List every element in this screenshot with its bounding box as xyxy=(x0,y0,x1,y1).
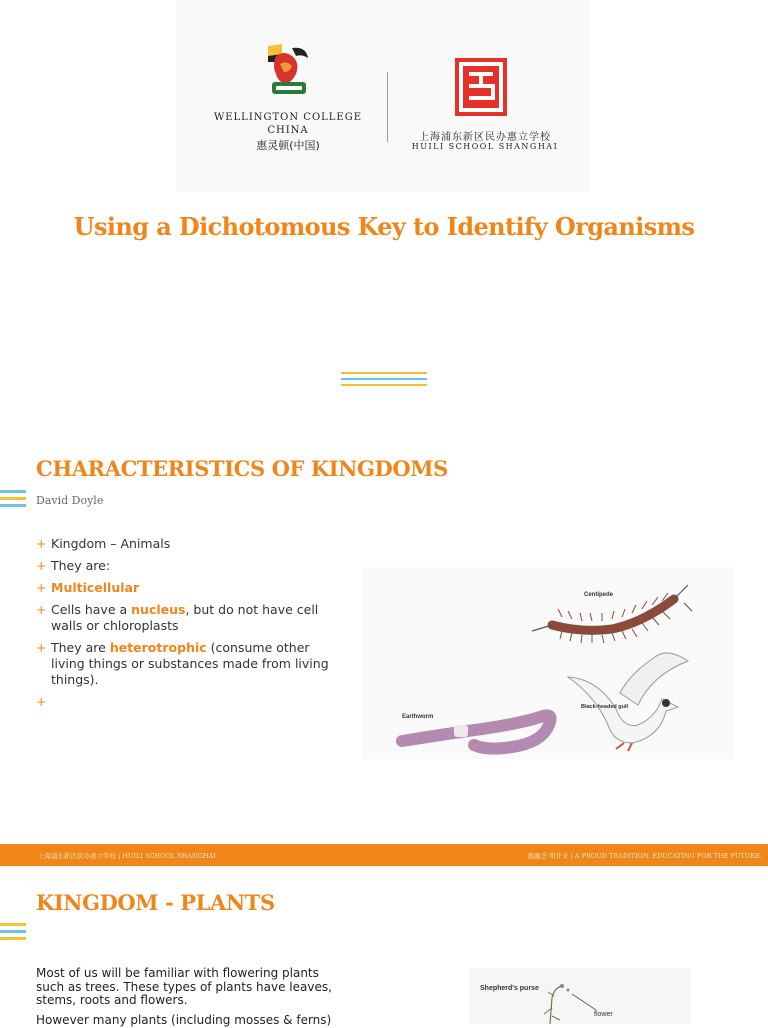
slide-title: CHARACTERISTICS OF KINGDOMS xyxy=(36,456,448,481)
plus-icon: + xyxy=(36,694,47,709)
bullet-text: Kingdom – Animals xyxy=(51,536,171,551)
bullet-item xyxy=(36,640,346,688)
wellington-college-name xyxy=(208,111,368,137)
side-accent-blue xyxy=(0,490,26,493)
side-accent-yellow xyxy=(0,923,26,926)
shepherds-purse-icon xyxy=(470,968,690,1024)
animals-drawing xyxy=(362,567,734,759)
plant-illustration xyxy=(470,968,690,1024)
footer-bar xyxy=(0,844,768,866)
bullet-text: Cells have a xyxy=(51,602,132,617)
slide-title: KINGDOM - PLANTS xyxy=(36,890,275,915)
bullet-text: (consume other living things or substances made from living things). xyxy=(51,640,329,687)
wellington-crest-icon xyxy=(262,42,316,102)
plus-icon: + xyxy=(36,580,47,595)
plus-icon: + xyxy=(36,558,47,573)
label-gull: Black-headed gull xyxy=(581,704,629,710)
side-accent-yellow xyxy=(0,497,26,500)
author-name: David Doyle xyxy=(36,494,104,507)
wellington-name-line1: WELLINGTON COLLEGE xyxy=(213,112,363,123)
animals-illustration xyxy=(362,567,734,759)
bullet-item xyxy=(36,580,346,596)
bullet-item xyxy=(36,536,346,552)
side-accent-blue xyxy=(0,930,26,933)
bullet-text: , but do not have cell walls or chloroplasts xyxy=(51,602,319,633)
decorative-line-blue xyxy=(341,378,427,380)
body-paragraph-2: However many plants (including mosses & ferns) xyxy=(36,1012,332,1027)
decorative-line-yellow xyxy=(341,372,427,374)
gull-icon xyxy=(568,653,688,751)
label-centipede: Centipede xyxy=(584,592,614,598)
huili-chinese-name: 上海浦东新区民办惠立学校 xyxy=(419,132,551,143)
earthworm-icon xyxy=(402,715,551,748)
bullet-item xyxy=(36,602,346,634)
bullet-list xyxy=(36,536,346,709)
plus-icon: + xyxy=(36,536,47,551)
decorative-line-yellow-2 xyxy=(341,384,427,386)
wellington-chinese-name: 惠灵顿(中国) xyxy=(256,139,320,152)
label-flower: flower xyxy=(594,1011,613,1018)
label-earthworm: Earthworm xyxy=(402,714,434,720)
huili-english-name: HUILI SCHOOL SHANGHAI xyxy=(411,142,559,151)
side-accent-yellow-2 xyxy=(0,937,26,940)
footer-right-text: 惠融荟 明开来 | A PROUD TRADITION. EDUCATING FOR THE FUTURE. xyxy=(527,852,762,860)
plus-icon: + xyxy=(36,602,47,617)
side-accent-blue-2 xyxy=(0,504,26,507)
wellington-name-line2: CHINA xyxy=(267,125,309,136)
label-shepherds-purse: Shepherd's purse xyxy=(480,985,539,992)
body-text xyxy=(36,967,336,1027)
bullet-text: They are: xyxy=(51,558,111,573)
presentation-title: Using a Dichotomous Key to Identify Organisms xyxy=(73,212,695,241)
huili-logo-icon xyxy=(455,58,507,116)
footer-left-text: 上海浦东新区民办惠立学校 | HUILI SCHOOL SHANGHAI xyxy=(38,852,216,860)
bullet-item xyxy=(36,558,346,574)
plus-icon: + xyxy=(36,640,47,655)
body-paragraph: Most of us will be familiar with flowering plants such as trees. These types of plants have leaves, stems, roots and flowers. xyxy=(36,966,332,1007)
bullet-text-highlight: nucleus xyxy=(131,602,186,617)
bullet-text-highlight: heterotrophic xyxy=(109,640,207,655)
logo-divider xyxy=(387,72,388,142)
bullet-text-highlight: Multicellular xyxy=(51,580,140,595)
bullet-text: They are xyxy=(51,640,110,655)
logo-band xyxy=(176,0,590,192)
